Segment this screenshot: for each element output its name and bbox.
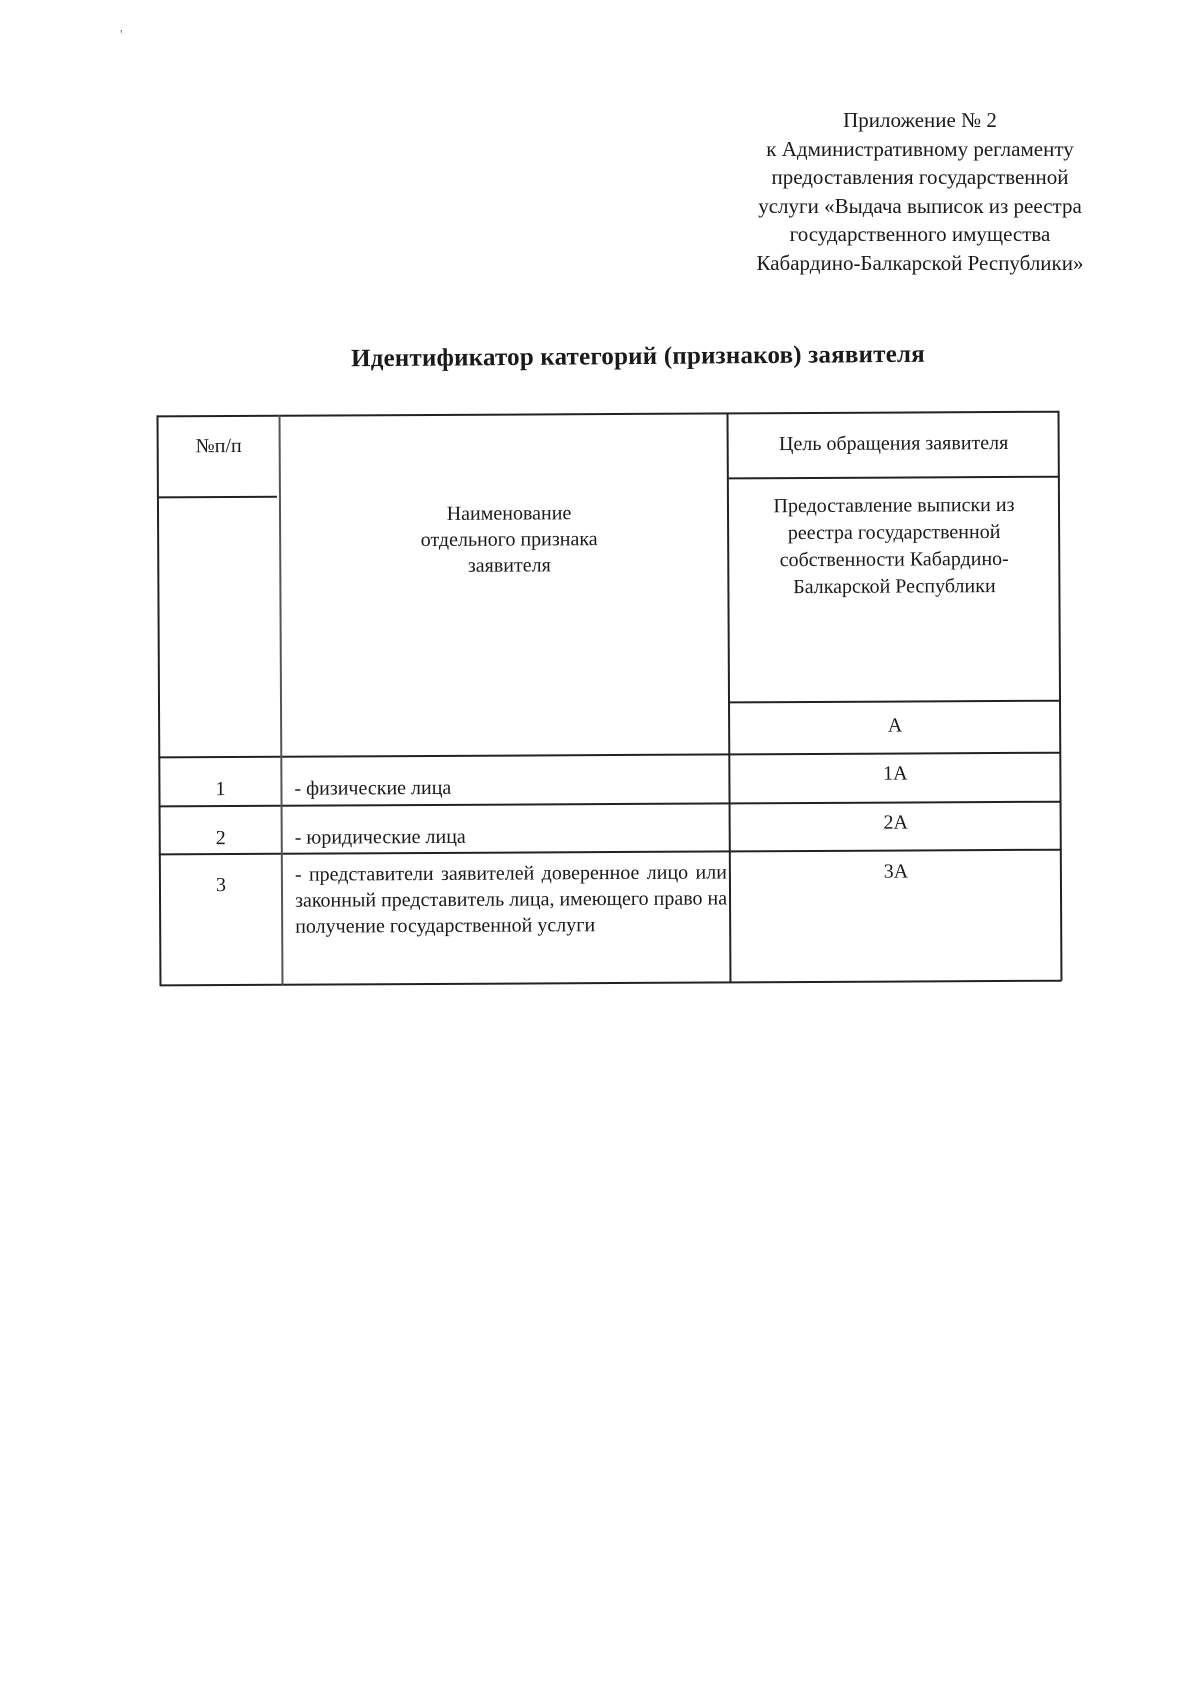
table-line-header-goal <box>729 476 1059 479</box>
goal-description-line: собственности Кабардино- <box>779 547 1009 572</box>
header-number: №п/п <box>195 434 242 458</box>
row-number: 3 <box>215 874 227 897</box>
row-code: 3А <box>883 860 909 883</box>
appendix-line: предоставления государственной <box>771 165 1069 189</box>
header-name <box>289 499 729 579</box>
row-name: - юридические лица <box>294 825 466 849</box>
header-goal-code: А <box>887 714 903 737</box>
scan-mark: ' <box>120 28 123 43</box>
row-number: 2 <box>215 827 226 850</box>
row-code: 2А <box>883 811 908 834</box>
header-name-line: отдельного признака <box>420 528 598 552</box>
table-border-top <box>157 411 1059 417</box>
header-goal: Цель обращения заявителя <box>778 431 1009 456</box>
row-code: 1А <box>883 762 908 785</box>
header-goal-description <box>729 492 1060 602</box>
appendix-line: услуги «Выдача выписок из реестра <box>758 193 1082 218</box>
appendix-line: Кабардино-Балкарской Республики» <box>756 250 1084 275</box>
header-name-line: заявителя <box>467 554 551 577</box>
document-title: Идентификатор категорий (признаков) заявителя <box>350 340 926 373</box>
appendix-line: государственного имущества <box>789 222 1051 246</box>
appendix-line: Приложение № 2 <box>843 108 997 132</box>
table-line-col-number <box>279 415 284 985</box>
table-line-header-top-left <box>157 496 277 498</box>
row-number: 1 <box>215 778 226 801</box>
table-border-bottom <box>159 980 1061 986</box>
goal-description-line: реестра государственной <box>787 521 1001 545</box>
goal-description-line: Предоставление выписки из <box>773 493 1015 518</box>
table-line-goal-code <box>730 700 1060 703</box>
header-name-line: Наименование <box>446 502 572 525</box>
row-name: - физические лица <box>294 776 452 800</box>
appendix-line: к Административному регламенту <box>766 136 1074 161</box>
table-line-row1-top <box>158 752 1060 758</box>
row-name: - представители заявителей доверенное лицо или законный представитель лица, имеющего право на получение государственной услуги <box>294 861 728 938</box>
table-border-left <box>157 415 162 985</box>
goal-description-line: Балкарской Республики <box>793 575 996 599</box>
